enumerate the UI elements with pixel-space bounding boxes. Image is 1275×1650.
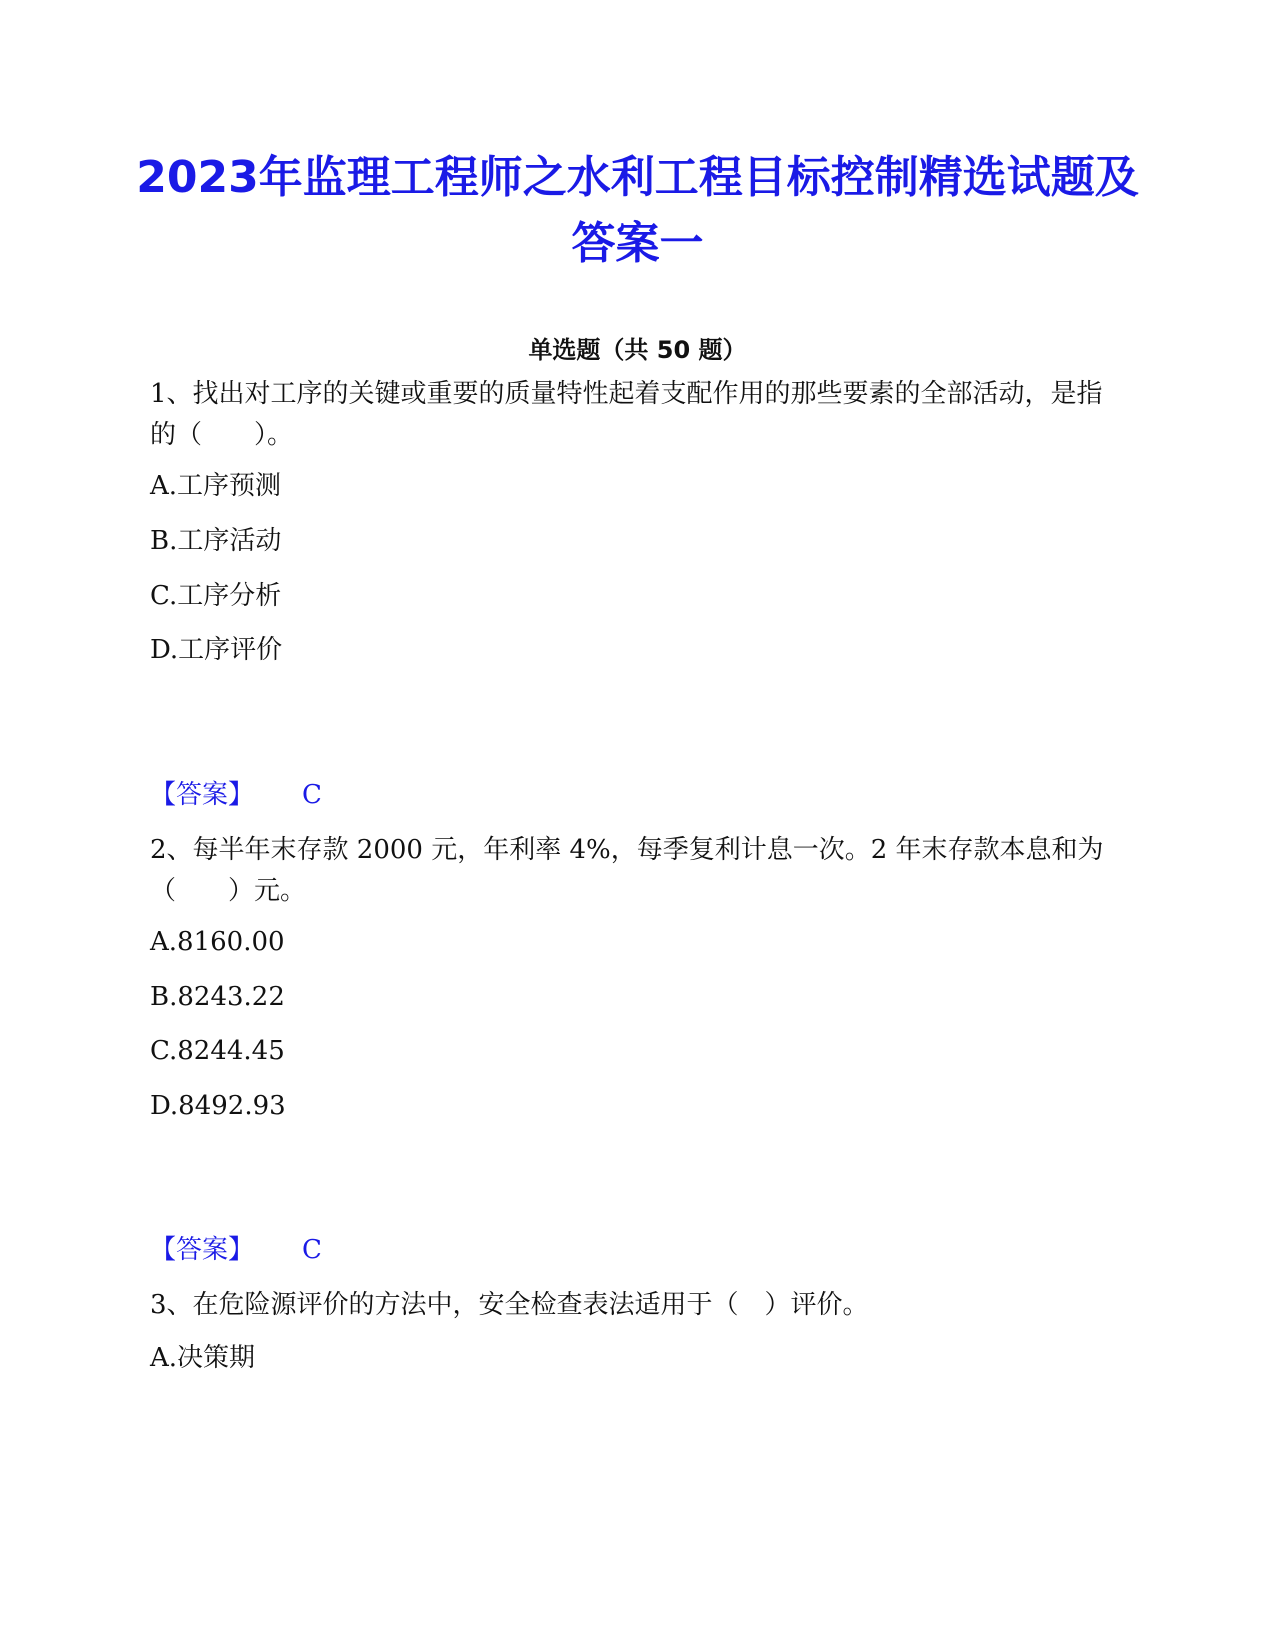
answer-label: 【答案】 (150, 1235, 255, 1265)
question-2-answer (150, 1232, 322, 1268)
question-2-option-c: C.8244.45 (150, 1036, 285, 1066)
document-title: 2023年监理工程师之水利工程目标控制精选试题及答案一 (136, 152, 1139, 269)
question-2-option-b: B.8243.22 (150, 982, 285, 1012)
question-1-option-d: D.工序评价 (150, 635, 283, 665)
question-2-text: 2、每半年末存款 2000 元，年利率 4%，每季复利计息一次。2 年末存款本息和为（ ）元。 (150, 835, 1104, 906)
question-2-option-d: D.8492.93 (150, 1091, 286, 1121)
question-3-text: 3、在危险源评价的方法中，安全检查表法适用于（ ）评价。 (150, 1290, 869, 1320)
question-1-option-c: C.工序分析 (150, 581, 282, 611)
question-2-option-a: A.8160.00 (150, 927, 285, 957)
question-3-option-a: A.决策期 (150, 1343, 256, 1373)
question-1-answer (150, 777, 322, 813)
question-1-option-b: B.工序活动 (150, 526, 282, 556)
answer-label: 【答案】 (150, 780, 255, 810)
question-1-text: 1、找出对工序的关键或重要的质量特性起着支配作用的那些要素的全部活动，是指的（ ）。 (150, 379, 1103, 450)
answer-value: C (302, 780, 322, 810)
answer-value: C (302, 1235, 322, 1265)
section-heading: 单选题（共 50 题） (528, 336, 747, 364)
question-1-option-a: A.工序预测 (150, 471, 282, 501)
